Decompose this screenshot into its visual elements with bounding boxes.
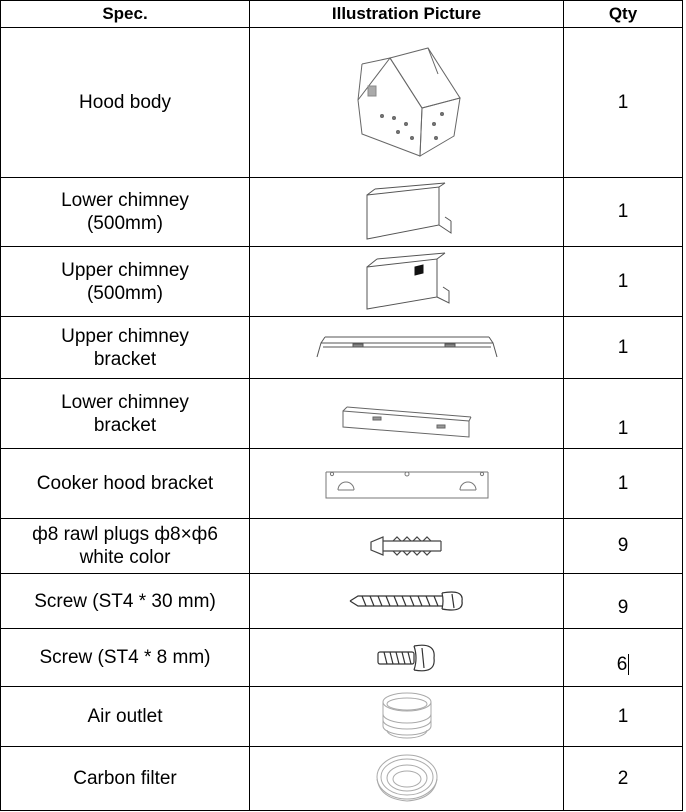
picture-cell bbox=[250, 519, 564, 574]
table-row bbox=[1, 687, 683, 747]
qty-cell: 1 bbox=[564, 247, 683, 317]
spec-cell: Upper chimney (500mm) bbox=[1, 247, 250, 317]
header-spec: Spec. bbox=[1, 1, 250, 28]
table-row bbox=[1, 317, 683, 379]
picture-cell bbox=[250, 574, 564, 629]
picture-cell bbox=[250, 247, 564, 317]
table-row bbox=[1, 519, 683, 574]
rawl-plug-icon bbox=[369, 533, 445, 559]
qty-cell bbox=[564, 629, 683, 687]
spec-cell: Screw (ST4 * 30 mm) bbox=[1, 574, 250, 629]
long-screw-icon bbox=[348, 585, 466, 617]
spec-cell: Screw (ST4 * 8 mm) bbox=[1, 629, 250, 687]
spec-cell: Carbon filter bbox=[1, 747, 250, 811]
qty-cell: 1 bbox=[564, 317, 683, 379]
picture-cell bbox=[250, 178, 564, 247]
table-row bbox=[1, 629, 683, 687]
qty-cell: 1 bbox=[564, 379, 683, 449]
header-qty: Qty bbox=[564, 1, 683, 28]
upper-chimney-icon bbox=[359, 251, 455, 313]
qty-cell: 1 bbox=[564, 687, 683, 747]
hood-body-icon bbox=[342, 44, 472, 162]
air-outlet-icon bbox=[377, 690, 437, 744]
picture-cell bbox=[250, 317, 564, 379]
picture-cell bbox=[250, 28, 564, 178]
picture-cell bbox=[250, 449, 564, 519]
qty-cell: 2 bbox=[564, 747, 683, 811]
qty-cell: 9 bbox=[564, 574, 683, 629]
spec-cell: ф8 rawl plugs ф8×ф6 white color bbox=[1, 519, 250, 574]
table-row bbox=[1, 247, 683, 317]
picture-cell bbox=[250, 379, 564, 449]
qty-cell: 1 bbox=[564, 178, 683, 247]
qty-cell: 9 bbox=[564, 519, 683, 574]
spec-cell: Hood body bbox=[1, 28, 250, 178]
spec-cell: Upper chimney bracket bbox=[1, 317, 250, 379]
carbon-filter-icon bbox=[372, 751, 442, 807]
spec-cell: Air outlet bbox=[1, 687, 250, 747]
picture-cell bbox=[250, 687, 564, 747]
qty-cell: 1 bbox=[564, 449, 683, 519]
table-row bbox=[1, 379, 683, 449]
spec-cell: Lower chimney (500mm) bbox=[1, 178, 250, 247]
table-row bbox=[1, 449, 683, 519]
header-row bbox=[1, 1, 683, 28]
header-picture: Illustration Picture bbox=[250, 1, 564, 28]
qty-cell: 1 bbox=[564, 28, 683, 178]
table-row bbox=[1, 747, 683, 811]
lower-chimney-icon bbox=[359, 181, 455, 243]
qty-value: 6 bbox=[616, 653, 628, 675]
spec-cell: Lower chimney bracket bbox=[1, 379, 250, 449]
table-row bbox=[1, 28, 683, 178]
cooker-hood-bracket-icon bbox=[324, 466, 490, 502]
lower-chimney-bracket-icon bbox=[339, 403, 475, 443]
picture-cell bbox=[250, 629, 564, 687]
upper-chimney-bracket-icon bbox=[315, 333, 499, 363]
short-screw-icon bbox=[376, 640, 438, 676]
picture-cell bbox=[250, 747, 564, 811]
table-row bbox=[1, 574, 683, 629]
table-row bbox=[1, 178, 683, 247]
spec-cell: Cooker hood bracket bbox=[1, 449, 250, 519]
